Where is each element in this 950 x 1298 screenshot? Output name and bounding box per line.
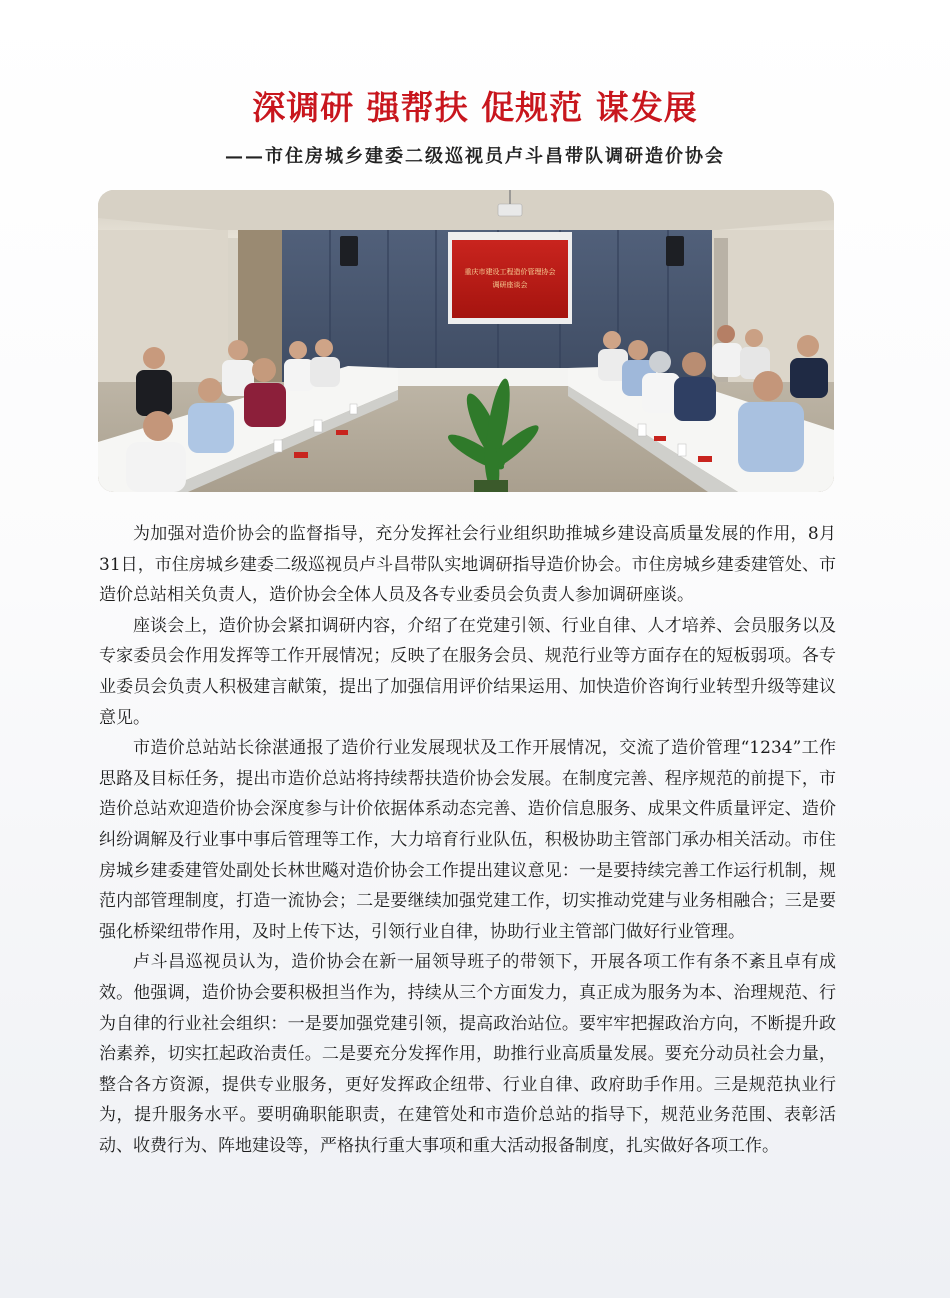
speaker-right [666, 236, 684, 266]
article-paragraph: 卢斗昌巡视员认为，造价协会在新一届领导班子的带领下，开展各项工作有条不紊且卓有成效。他强调，造价协会要积极担当作为，持续从三个方面发力，真正成为服务为本、治理规范、行为自律的行业社会组织：一是要加强党建引领，提高政治站位。要牢牢把握政治方向，不断提升政治素养，切实扛起政治责任。二是要充分发挥作用，助推行业高质量发展。要充分动员社会力量，整合各方资源，提供专业服务，更好发挥政企纽带、行业自律、政府助手作用。三是规范执业行为，提升服务水平。要明确职能职责，在建管处和市造价总站的指导下，规范业务范围、表彰活动、收费行为、阵地建设等，严格执行重大事项和重大活动报备制度，扎实做好各项工作。 [99, 952, 836, 1156]
screen-text-line2: 调研座谈会 [492, 281, 528, 289]
page-title: 深调研 强帮扶 促规范 谋发展 [252, 88, 698, 127]
screen-text-line1: 重庆市建设工程造价管理协会 [464, 268, 556, 276]
article-paragraph: 市造价总站站长徐湛通报了造价行业发展现状及工作开展情况，交流了造价管理“1234”工作思路及目标任务，提出市造价总站将持续帮扶造价协会发展。在制度完善、程序规范的前提下，市造价总站欢迎造价协会深度参与计价依据体系动态完善、造价信息服务、成果文件质量评定、造价纠纷调解及行业事中事后管理等工作，大力培育行业队伍，积极协助主管部门承办相关活动。市住房城乡建委建管处副处长林世飚对造价协会工作提出建议意见：一是要持续完善工作运行机制，规范内部管理制度，打造一流协会；二是要继续加强党建工作，切实推动党建与业务相融合；三是要强化桥梁纽带作用，及时上传下达，引领行业自律，协助行业主管部门做好行业管理。 [99, 738, 836, 942]
projection-screen [452, 240, 568, 318]
article-paragraph: 座谈会上，造价协会紧扣调研内容，介绍了在党建引领、行业自律、人才培养、会员服务以及专家委员会作用发挥等工作开展情况；反映了在服务会员、规范行业等方面存在的短板弱项。各专业委员会负责人积极建言献策，提出了加强信用评价结果运用、加快造价咨询行业转型升级等建议意见。 [99, 615, 836, 728]
article-paragraph: 为加强对造价协会的监督指导，充分发挥社会行业组织助推城乡建设高质量发展的作用，8月31日，市住房城乡建委二级巡视员卢斗昌带队实地调研指导造价协会。市住房城乡建委建管处、市造价总站相关负责人，造价协会全体人员及各专业委员会负责人参加调研座谈。 [99, 524, 836, 606]
speaker-left [340, 236, 358, 266]
article-body [99, 519, 836, 1161]
meeting-photo [98, 190, 834, 492]
projector [498, 204, 522, 216]
page-subtitle: ——市住房城乡建委二级巡视员卢斗昌带队调研造价协会 [225, 146, 725, 167]
